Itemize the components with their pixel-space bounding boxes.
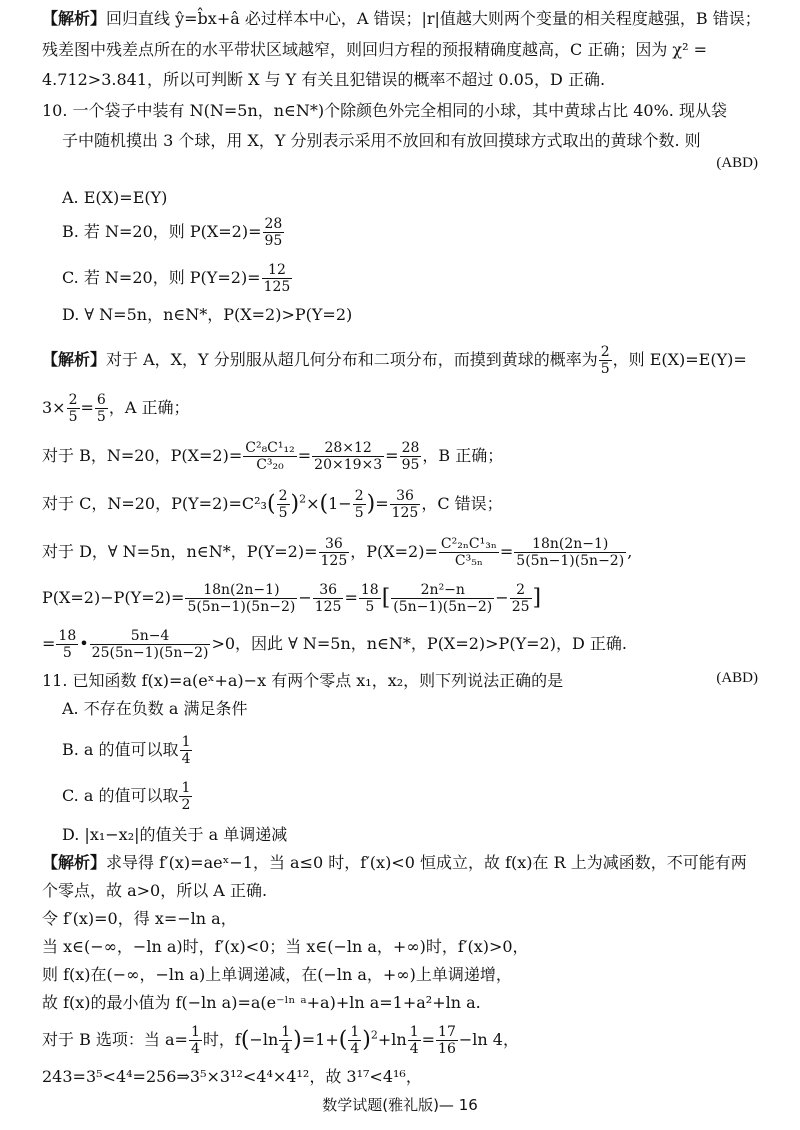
sol10-text: ，C 错误；	[421, 494, 503, 513]
fraction	[439, 536, 499, 569]
fraction-denominator: 4	[350, 1041, 360, 1057]
analysis-tag: 【解析】	[42, 853, 107, 872]
fraction-denominator: 4	[181, 751, 191, 767]
sol10-text: >0，因此 ∀ N=5n，n∈N*，P(X=2)>P(Y=2)，D 正确.	[211, 634, 627, 653]
fraction	[390, 488, 421, 521]
sol11-text: −ln	[249, 1030, 279, 1049]
fraction-denominator: C³₂₀	[256, 457, 284, 473]
bracket: [	[381, 585, 391, 611]
fraction-numerator: 12	[262, 262, 293, 279]
fraction-numerator: 36	[390, 488, 421, 505]
q10-option-c-fraction	[262, 262, 293, 295]
sol10-text: ，则 E(X)=E(Y)=	[612, 350, 747, 369]
fraction-denominator: 4	[190, 1041, 200, 1057]
intro-text: 回归直线 ŷ=b̂x+â 必过样本中心，A 错误；|r|值越大则两个变量的相关程度越强，B 错误；	[106, 9, 761, 28]
equals-sign: =	[42, 634, 56, 653]
paren: )	[366, 491, 376, 517]
fraction-numerator: 28	[264, 216, 283, 232]
sol11-text: +ln	[377, 1030, 407, 1049]
fraction-numerator: C²₂ₙC¹₃ₙ	[440, 536, 497, 552]
fraction-denominator: 5(5n−1)(5n−2)	[516, 553, 625, 569]
fraction-denominator: 95	[401, 457, 420, 473]
fraction-denominator: 125	[391, 505, 419, 521]
paren: (	[338, 1027, 348, 1053]
equals-sign: =	[344, 588, 358, 607]
fraction	[67, 392, 80, 425]
page-footer: 数学试题(雅礼版)— 16	[322, 1096, 478, 1114]
dot-operator: •	[79, 634, 89, 653]
equals-sign: =	[385, 446, 399, 465]
fraction	[319, 536, 350, 569]
paren: )	[293, 1027, 302, 1053]
fraction-numerator: 5n−4	[90, 628, 211, 645]
sol11-line-8: 243=3⁵<4⁴=256⇒3⁵×3¹²<4⁴×4¹²，故 3¹⁷<4¹⁶，	[42, 1067, 422, 1086]
fraction-numerator: 2	[354, 488, 364, 504]
fraction-numerator: 28×12	[312, 440, 384, 457]
intro-line-2: 残差图中残差点所在的水平带状区域越窄，则回归方程的预报精确度越高，C 正确；因为 χ² =	[42, 40, 708, 59]
fraction-denominator: 25	[511, 599, 530, 615]
sol11-text: 时，f	[202, 1030, 241, 1049]
fraction-denominator: 20×19×3	[314, 457, 383, 473]
fraction-numerator: 17	[438, 1024, 456, 1040]
fraction-numerator: 36	[313, 582, 344, 599]
fraction	[243, 440, 297, 473]
q11-option-a: A. 不存在负数 a 满足条件	[62, 699, 248, 718]
fraction-denominator: 5	[96, 409, 106, 425]
equals-sign: =	[375, 494, 389, 513]
q10-option-d: D. ∀ N=5n，n∈N*，P(X=2)>P(Y=2)	[62, 305, 353, 324]
fraction-numerator: 28	[401, 440, 420, 456]
fraction-denominator: 2	[181, 797, 191, 813]
fraction-numerator: 1	[281, 1024, 291, 1040]
fraction-denominator: 5	[68, 409, 78, 425]
sol10-line-2	[42, 392, 190, 425]
q10-stem-line-1: 10. 一个袋子中装有 N(N=5n，n∈N*)个除颜色外完全相同的小球，其中黄球占比 40%. 现从袋	[42, 101, 727, 120]
fraction	[179, 780, 192, 813]
equals-sign: =	[80, 398, 94, 417]
fraction	[95, 392, 108, 425]
bracket: ]	[532, 585, 542, 611]
fraction	[510, 582, 532, 615]
fraction-denominator: 5	[365, 599, 375, 615]
fraction-denominator: 125	[263, 279, 291, 295]
fraction-numerator: 2n²−n	[391, 582, 494, 599]
paren: )	[362, 1027, 371, 1053]
fraction-denominator: 16	[438, 1041, 456, 1057]
fraction-numerator: 1	[181, 780, 191, 796]
sol10-text: ，P(X=2)=	[350, 542, 438, 561]
sol11-text: 求导得 f′(x)=aeˣ−1，当 a≤0 时，f′(x)<0 恒成立，故 f(x)在 R 上为减函数，不可能有两	[106, 853, 747, 872]
q10-option-c-text: C. 若 N=20，则 P(Y=2)=	[62, 268, 261, 287]
sol11-line-2: 个零点，故 a>0，所以 A 正确.	[42, 881, 268, 900]
analysis-tag: 【解析】	[42, 9, 107, 28]
exponent: 2	[370, 1028, 378, 1042]
sol11-line-6: 故 f(x)的最小值为 f(−ln a)=a(e⁻ˡⁿ ᵃ+a)+ln a=1+a²+ln a.	[42, 993, 481, 1012]
sol10-text: ，B 正确；	[422, 446, 504, 465]
sol10-text: ，A 正确；	[108, 398, 190, 417]
q11-stem: 11. 已知函数 f(x)=a(eˣ+a)−x 有两个零点 x₁，x₂，则下列说法正确的是	[42, 671, 564, 690]
q10-option-b	[62, 216, 285, 249]
q11-option-c	[62, 780, 193, 813]
fraction-numerator: 18	[360, 582, 379, 598]
analysis-tag: 【解析】	[42, 350, 107, 369]
minus-sign: −	[495, 588, 509, 607]
fraction-numerator: 18n(2n−1)	[185, 582, 297, 599]
fraction-denominator: 25(5n−1)(5n−2)	[91, 645, 209, 661]
fraction	[359, 582, 381, 615]
fraction-numerator: 18n(2n−1)	[514, 536, 626, 553]
sol11-text: −ln 4，	[458, 1030, 519, 1049]
fraction	[90, 628, 211, 661]
sol10-line-1	[42, 344, 747, 377]
intro-line-1	[42, 8, 761, 30]
q11-option-b-text: B. a 的值可以取	[62, 740, 179, 759]
intro-line-3: 4.712>3.841，所以可判断 X 与 Y 有关且犯错误的概率不超过 0.05，D 正确.	[42, 70, 606, 89]
q10-answer: (ABD)	[716, 155, 758, 171]
sol10-line-4	[42, 488, 503, 521]
fraction	[279, 1024, 292, 1057]
fraction	[180, 734, 193, 767]
fraction-numerator: 2	[68, 392, 78, 408]
fraction	[56, 628, 78, 661]
equals-sign: =	[421, 1030, 436, 1049]
sol11-line-4: 当 x∈(−∞，−ln a)时，f′(x)<0；当 x∈(−ln a，+∞)时，f′(x)>0，	[42, 937, 529, 956]
fraction-denominator: 4	[409, 1041, 419, 1057]
minus-sign: −	[298, 588, 312, 607]
sol10-text: 对于 D，∀ N=5n，n∈N*，P(Y=2)=	[42, 542, 318, 561]
fraction-numerator: 36	[319, 536, 350, 553]
paren: (	[319, 491, 329, 517]
fraction-numerator: 1	[409, 1024, 419, 1040]
sol11-line-5: 则 f(x)在(−∞，−ln a)上单调递减，在(−ln a，+∞)上单调递增，	[42, 965, 512, 984]
fraction-denominator: 125	[314, 599, 342, 615]
fraction	[312, 440, 384, 473]
fraction-numerator: 1	[190, 1024, 200, 1040]
q11-option-d: D. |x₁−x₂|的值关于 a 单调递减	[62, 825, 288, 844]
equals-sign: =	[297, 446, 312, 465]
fraction	[436, 1024, 458, 1057]
fraction	[514, 536, 626, 569]
fraction	[348, 1024, 361, 1057]
paren: )	[290, 491, 300, 517]
sol10-text: 对于 A，X，Y 分别服从超几何分布和二项分布，而摸到黄球的概率为	[106, 350, 598, 369]
sol10-line-7	[42, 628, 627, 661]
equals-sign: =	[499, 542, 514, 561]
fraction-denominator: 5	[354, 505, 364, 521]
fraction	[353, 488, 366, 521]
q10-option-a: A. E(X)=E(Y)	[62, 188, 168, 207]
fraction	[400, 440, 422, 473]
q11-answer: (ABD)	[716, 670, 758, 686]
fraction	[277, 488, 290, 521]
fraction-numerator: 18	[58, 628, 77, 644]
q11-option-c-text: C. a 的值可以取	[62, 786, 179, 805]
probability-fraction	[599, 344, 612, 377]
paren: (	[240, 1027, 250, 1053]
fraction	[189, 1024, 202, 1057]
sol10-text: P(X=2)−P(Y=2)=	[42, 588, 185, 607]
fraction-numerator: 2	[510, 582, 532, 599]
paren: (	[266, 491, 276, 517]
sol11-line-7	[42, 1024, 519, 1057]
fraction	[185, 582, 297, 615]
sol11-line-3: 令 f′(x)=0，得 x=−ln a，	[42, 909, 237, 928]
fraction	[408, 1024, 421, 1057]
sol11-text: 对于 B 选项：当 a=	[42, 1030, 188, 1049]
fraction	[313, 582, 344, 615]
q11-option-b	[62, 734, 193, 767]
fraction-numerator: 6	[96, 392, 106, 408]
fraction-denominator: 125	[320, 553, 348, 569]
fraction-denominator: 95	[264, 233, 283, 249]
sol11-line-1	[42, 852, 747, 874]
sol10-text: 对于 B，N=20，P(X=2)=	[42, 446, 243, 465]
times-sign: ×	[306, 494, 320, 513]
sol10-text: 3×	[42, 398, 66, 417]
sol10-text: 对于 C，N=20，P(Y=2)=C²₃	[42, 494, 267, 513]
fraction-denominator: (5n−1)(5n−2)	[393, 599, 493, 615]
q10-option-c	[62, 262, 293, 295]
fraction-numerator: 1	[350, 1024, 360, 1040]
sol10-line-3	[42, 440, 503, 473]
fraction-numerator: 1	[181, 734, 191, 750]
fraction-numerator: C²₈C¹₁₂	[245, 440, 295, 456]
one-minus: 1−	[328, 494, 352, 513]
fraction-denominator: 5	[62, 645, 72, 661]
fraction-numerator: 2	[600, 344, 610, 360]
sol11-text: =1+	[301, 1030, 339, 1049]
q10-option-b-fraction	[263, 216, 285, 249]
fraction-denominator: 5	[278, 505, 288, 521]
fraction	[391, 582, 494, 615]
exponent: 2	[299, 492, 307, 506]
fraction-denominator: 4	[281, 1041, 291, 1057]
fraction-numerator: 2	[278, 488, 288, 504]
fraction-denominator: 5(5n−1)(5n−2)	[187, 599, 296, 615]
fraction-denominator: C³₅ₙ	[454, 553, 483, 569]
sol10-line-6	[42, 582, 541, 615]
q10-stem-line-2: 子中随机摸出 3 个球，用 X，Y 分别表示采用不放回和有放回摸球方式取出的黄球个数. 则	[62, 131, 701, 150]
fraction-denominator: 5	[600, 361, 610, 377]
q10-option-b-text: B. 若 N=20，则 P(X=2)=	[62, 222, 262, 241]
sol10-line-5: 对于 D，∀ N=5n，n∈N*，P(Y=2)= $\frac{36}{125}$ ，P(X=2)= $\frac{\text{C²₂ₙC¹₃ₙ}}{\text{C³₅ₙ}}$ = $\frac{18n(2n-1)}{5(5n-1)(5n-2)}$ ,	[42, 536, 633, 569]
